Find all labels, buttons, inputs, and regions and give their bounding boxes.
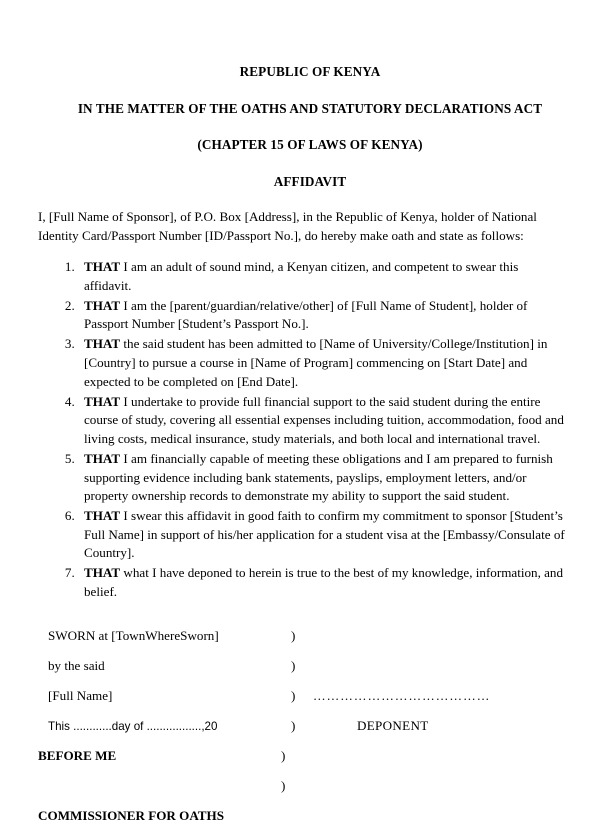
date-line-text: This ............day of .................,20 (48, 719, 218, 733)
sworn-at-text: SWORN at [TownWhereSworn] (48, 627, 219, 643)
clause-item (78, 507, 568, 563)
paren-mark: ) (281, 777, 286, 793)
commissioner-for-oaths-label: COMMISSIONER FOR OATHS (38, 807, 224, 823)
clause-list (38, 258, 568, 601)
clause-item (78, 297, 568, 334)
paren-mark: ) (281, 747, 286, 763)
before-me-label: BEFORE ME (38, 747, 117, 763)
jurat-row-sworn-at (38, 628, 582, 658)
clause-item (78, 450, 568, 506)
full-name-placeholder: [Full Name] (48, 687, 113, 703)
jurat-row-date (38, 718, 582, 748)
clause-keyword: THAT (84, 393, 121, 409)
heading-chapter: (CHAPTER 15 OF LAWS OF KENYA) (197, 137, 423, 152)
clause-text: what I have deponed to herein is true to the best of my knowledge, information, and belief. (84, 565, 564, 599)
jurat-block (38, 628, 582, 838)
jurat-row-before-me (38, 748, 582, 778)
clause-keyword: THAT (84, 565, 121, 581)
clause-item (78, 564, 568, 601)
clause-text: I am an adult of sound mind, a Kenyan citizen, and competent to swear this affidavit. (84, 259, 519, 293)
jurat-row-spacer (38, 778, 582, 808)
paren-mark: ) (291, 717, 296, 733)
jurat-row-by-the-said (38, 658, 582, 688)
clause-text: I swear this affidavit in good faith to confirm my commitment to sponsor [Student’s Full Name] in support of his/her application for a student visa at the [Embassy/Consulate of Country]. (84, 508, 565, 561)
intro-paragraph: I, [Full Name of Sponsor], of P.O. Box [Address], in the Republic of Kenya, holder of National Identity Card/Passport Number [ID/Passport No.], do hereby make oath and state as follows: (38, 209, 537, 243)
paren-mark: ) (291, 687, 296, 703)
jurat-row-commissioner (38, 808, 582, 838)
heading-affidavit-title: AFFIDAVIT (273, 173, 347, 189)
clause-text: I am the [parent/guardian/relative/other] of [Full Name of Student], holder of Passport Number [Student’s Passport No.]. (84, 297, 528, 332)
paren-mark: ) (291, 627, 296, 643)
clause-item (78, 258, 568, 295)
paren-mark: ) (291, 657, 296, 673)
clause-keyword: THAT (84, 259, 121, 275)
clause-keyword: THAT (84, 297, 121, 313)
clause-keyword: THAT (84, 450, 121, 466)
jurat-row-full-name (38, 688, 582, 718)
clause-text: I am financially capable of meeting these obligations and I am prepared to furnish supporting evidence including bank statements, payslips, employment letters, and/or property ownership records to demonstrate my ability to support the said student. (84, 450, 553, 504)
clause-text: I undertake to provide full financial support to the said student during the entire course of study, covering all essential expenses including tuition, accommodation, food and living costs, medical insurance, study materials, and both local and international travel. (84, 393, 564, 446)
signature-dotted-line: ………………………………… (313, 688, 491, 703)
by-the-said-text: by the said (48, 657, 105, 673)
heading-republic: REPUBLIC OF KENYA (239, 64, 381, 79)
clause-keyword: THAT (84, 336, 121, 352)
clause-item (78, 393, 568, 449)
clause-text: the said student has been admitted to [Name of University/College/Institution] in [Country] to pursue a course in [Name of Program] commencing on [Start Date] and expected to be completed on [End Date]. (84, 336, 548, 389)
clause-item (78, 335, 568, 391)
deponent-label: DEPONENT (357, 717, 429, 733)
clause-keyword: THAT (84, 508, 121, 524)
heading-act: IN THE MATTER OF THE OATHS AND STATUTORY DECLARATIONS ACT (77, 100, 543, 116)
